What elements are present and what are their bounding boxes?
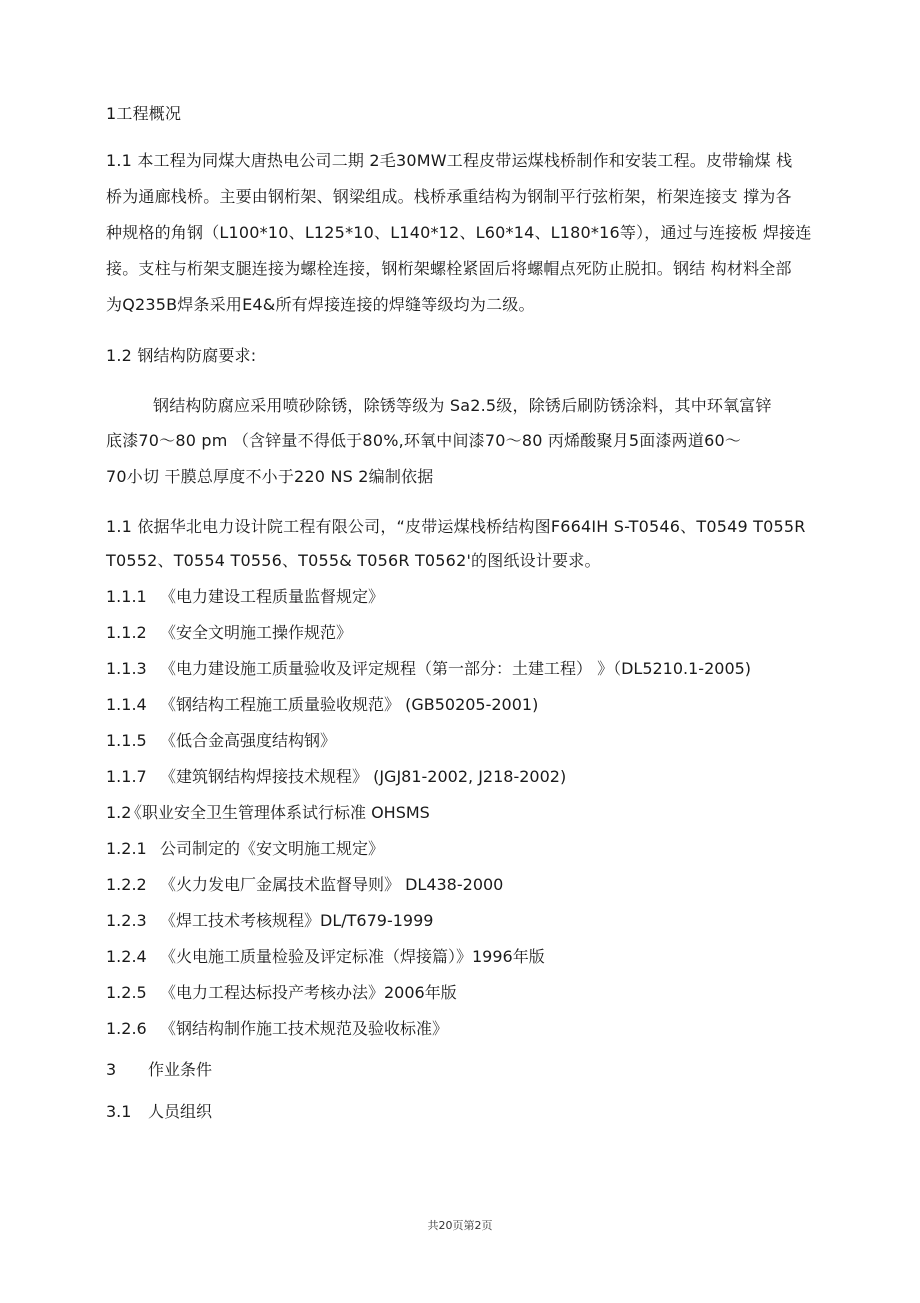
page-footer: 共20页第2页: [427, 1219, 493, 1232]
reference-number: 1.2.3: [106, 911, 147, 930]
section-number: 3.1: [106, 1102, 132, 1121]
reference-text: 《火力发电厂金属技术监督导则》 DL438-2000: [160, 875, 504, 894]
reference-item: [106, 911, 433, 931]
reference-number: 1.2.5: [106, 983, 147, 1002]
overview-line-5: 为Q235B焊条采用E4&所有焊接连接的焊缝等级均为二级。: [106, 295, 535, 314]
reference-text: 《焊工技术考核规程》DL/T679-1999: [160, 911, 434, 930]
reference-number: 1.1.3: [106, 659, 147, 678]
reference-item: [106, 695, 538, 715]
reference-item: [106, 875, 503, 895]
reference-item: [106, 983, 457, 1003]
reference-item: [106, 767, 566, 787]
reference-item: [106, 803, 430, 823]
reference-item: [106, 623, 352, 643]
section-number: 3: [106, 1060, 117, 1079]
reference-item: [106, 731, 336, 751]
anticorrosion-line-2: 底漆70～80 pm （含锌量不得低于80%,环氧中间漆70～80 丙烯酸聚月5面漆两道60～: [106, 431, 742, 450]
section-title: 人员组织: [148, 1102, 213, 1121]
reference-text: 《电力工程达标投产考核办法》2006年版: [160, 983, 457, 1002]
reference-number: 1.2.2: [106, 875, 147, 894]
basis-line-2: T0552、T0554 T0556、T055& T056R T0562'的图纸设计要求。: [106, 551, 601, 570]
reference-number: 1.2.4: [106, 947, 147, 966]
reference-text: 《低合金高强度结构钢》: [160, 731, 337, 750]
reference-text: 《建筑钢结构焊接技术规程》 (JGJ81-2002, J218-2002): [160, 767, 567, 786]
reference-text: 《钢结构工程施工质量验收规范》 (GB50205-2001): [160, 695, 539, 714]
reference-item: [106, 587, 384, 607]
reference-item: [106, 839, 384, 859]
overview-line-1: 1.1 本工程为同煤大唐热电公司二期 2毛30MW工程皮带运煤栈桥制作和安装工程。皮带输煤 栈: [106, 151, 793, 170]
section-title: 作业条件: [148, 1060, 213, 1079]
overview-line-3: 种规格的角钢（L100*10、L125*10、L140*12、L60*14、L180*16等），通过与连接板 焊接连: [106, 223, 812, 242]
reference-text: 《电力建设施工质量验收及评定规程（第一部分：土建工程） 》（DL5210.1-2005): [160, 659, 752, 678]
basis-line-1: 1.1 依据华北电力设计院工程有限公司，“皮带运煤栈桥结构图F664IH S-T0546、T0549 T055R: [106, 517, 806, 536]
reference-text: 公司制定的《安文明施工规定》: [160, 839, 385, 858]
reference-text: 《电力建设工程质量监督规定》: [160, 587, 385, 606]
reference-item: [106, 947, 545, 967]
reference-number: 1.1.5: [106, 731, 147, 750]
reference-number: 1.1.4: [106, 695, 147, 714]
reference-number: 1.2: [106, 803, 132, 822]
anticorrosion-line-1: 钢结构防腐应采用喷砂除锈，除锈等级为 Sa2.5级，除锈后刷防锈涂料，其中环氧富锌: [153, 396, 772, 415]
reference-item: [106, 1019, 448, 1039]
reference-number: 1.1.2: [106, 623, 147, 642]
reference-text: 《职业安全卫生管理体系试行标准 OHSMS: [126, 803, 430, 822]
reference-text: 《安全文明施工操作规范》: [160, 623, 353, 642]
reference-item: [106, 659, 751, 679]
heading-project-overview: 1工程概况: [106, 104, 182, 123]
reference-number: 1.2.1: [106, 839, 147, 858]
reference-number: 1.1.1: [106, 587, 147, 606]
reference-text: 《火电施工质量检验及评定标准（焊接篇）》1996年版: [160, 947, 545, 966]
overview-line-4: 接。支柱与桁架支腿连接为螺栓连接，钢桁架螺栓紧固后将螺帽点死防止脱扣。钢结 构材料全部: [106, 259, 792, 278]
reference-number: 1.1.7: [106, 767, 147, 786]
section-heading: [106, 1102, 212, 1122]
anticorrosion-line-3: 70小切 干膜总厚度不小于220 NS 2编制依据: [106, 467, 434, 486]
section-heading: [106, 1060, 212, 1080]
anticorrosion-title: 1.2 钢结构防腐要求:: [106, 346, 257, 365]
overview-line-2: 桥为通廊栈桥。主要由钢桁架、钢梁组成。栈桥承重结构为钢制平行弦桁架，桁架连接支 撑为各: [106, 187, 792, 206]
reference-number: 1.2.6: [106, 1019, 147, 1038]
reference-text: 《钢结构制作施工技术规范及验收标准》: [160, 1019, 449, 1038]
